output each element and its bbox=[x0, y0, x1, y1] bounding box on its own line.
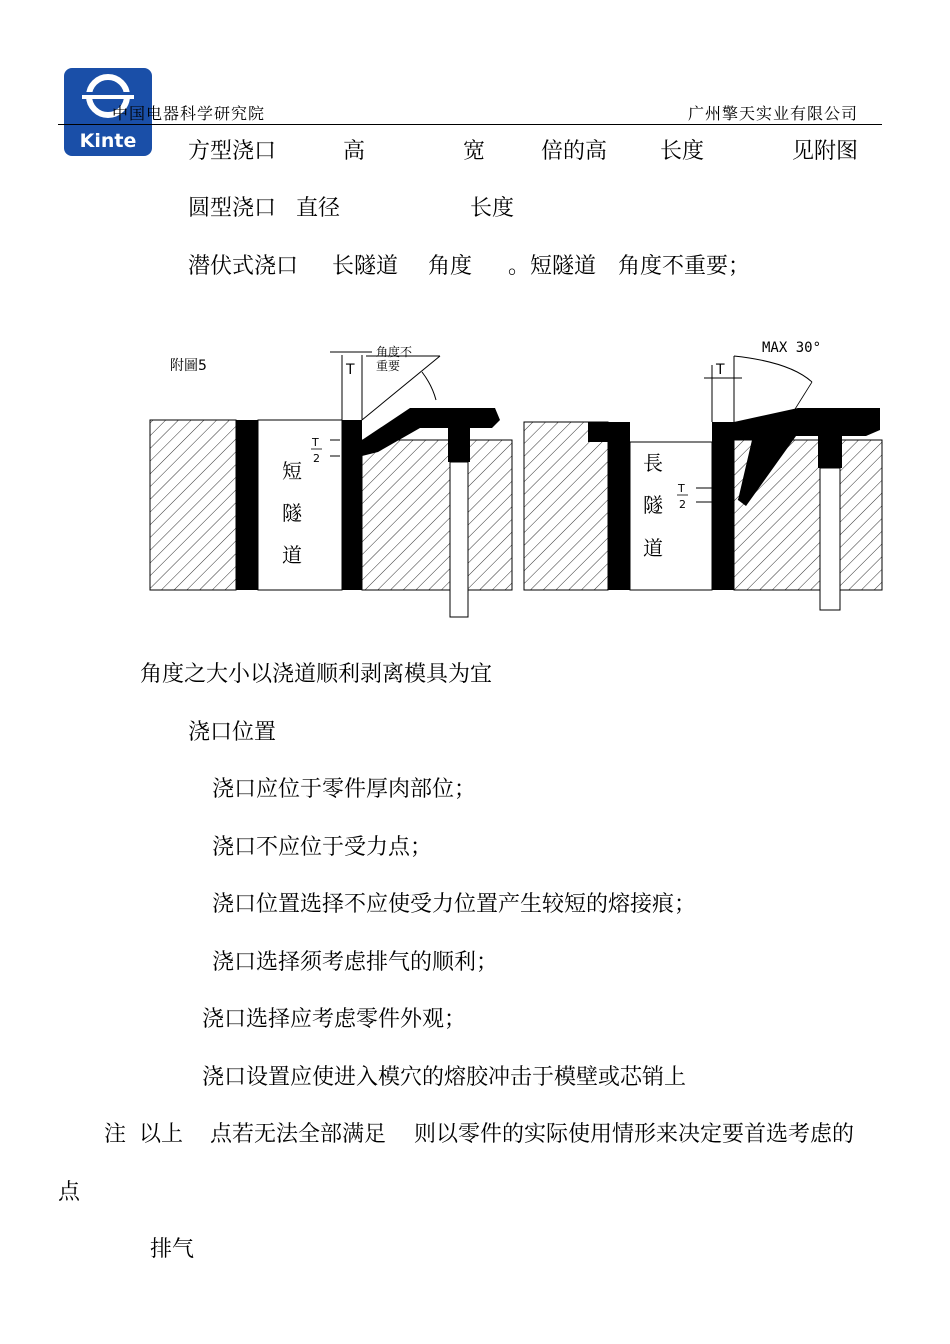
max-angle-label: MAX 30° bbox=[762, 340, 822, 356]
line3-submarine-gate: 潜伏式浇口 bbox=[188, 254, 299, 279]
logo-text: Kinte bbox=[79, 130, 137, 152]
line3-angle-not-important: 角度不重要； bbox=[618, 254, 751, 279]
line2-diameter: 直径 bbox=[296, 196, 341, 221]
header-left-org: 中国电器科学研究院 bbox=[112, 104, 266, 123]
right-half-num: T bbox=[678, 482, 685, 495]
line1-height: 高 bbox=[343, 139, 366, 164]
left-half-den: 2 bbox=[313, 452, 320, 465]
left-note-2: 重要 bbox=[376, 359, 401, 373]
line3-long-tunnel: 长隧道 bbox=[332, 254, 399, 279]
note-label: 注 bbox=[104, 1122, 127, 1147]
item-appearance: 浇口选择应考虑零件外观； bbox=[202, 1007, 467, 1032]
line1-see-figure: 见附图 bbox=[792, 139, 859, 164]
item-venting: 浇口选择须考虑排气的顺利； bbox=[212, 950, 499, 975]
left-note-1: 角度不 bbox=[376, 345, 413, 359]
header-right-org: 广州擎天实业有限公司 bbox=[688, 104, 859, 123]
short-tunnel-diagram bbox=[150, 352, 512, 617]
right-tunnel-char-3: 道 bbox=[643, 536, 663, 560]
item-weld-line: 浇口位置选择不应使受力位置产生较短的熔接痕； bbox=[212, 892, 697, 917]
line1-length: 长度 bbox=[660, 139, 705, 164]
line1-square-gate: 方型浇口 bbox=[188, 139, 277, 164]
header-rule bbox=[58, 124, 882, 125]
left-tunnel-char-1: 短 bbox=[282, 459, 302, 483]
figure-label: 附圖5 bbox=[170, 358, 207, 374]
right-half-den: 2 bbox=[679, 498, 686, 511]
left-half-num: T bbox=[312, 436, 319, 449]
line3-short-tunnel: 。短隧道 bbox=[508, 254, 597, 279]
heading-gate-location: 浇口位置 bbox=[188, 720, 277, 745]
line1-times-height: 倍的高 bbox=[541, 139, 608, 164]
item-thick-section: 浇口应位于零件厚肉部位； bbox=[212, 777, 477, 802]
submarine-gate-figure bbox=[0, 330, 950, 630]
line1-width: 宽 bbox=[463, 139, 486, 164]
left-tunnel-char-2: 隧 bbox=[282, 501, 302, 525]
note-above: 以上 bbox=[139, 1122, 184, 1147]
item-melt-impact: 浇口设置应使进入模穴的熔胶冲击于模壁或芯销上 bbox=[202, 1065, 687, 1090]
note-decide: 则以零件的实际使用情形来决定要首选考虑的 bbox=[414, 1122, 855, 1147]
note-points: 点 bbox=[58, 1180, 81, 1205]
heading-venting: 排气 bbox=[150, 1237, 195, 1262]
line2-round-gate: 圆型浇口 bbox=[188, 196, 277, 221]
right-tunnel-char-2: 隧 bbox=[643, 493, 663, 517]
left-t-label: T bbox=[346, 362, 355, 378]
left-tunnel-char-3: 道 bbox=[282, 543, 302, 567]
para-angle-size: 角度之大小以浇道顺利剥离模具为宜 bbox=[140, 662, 493, 687]
line2-length: 长度 bbox=[470, 196, 515, 221]
right-t-label: T bbox=[716, 362, 725, 378]
line3-angle: 角度 bbox=[428, 254, 473, 279]
item-not-stress-point: 浇口不应位于受力点； bbox=[212, 835, 433, 860]
long-tunnel-diagram bbox=[524, 356, 882, 610]
note-cannot-satisfy: 点若无法全部满足 bbox=[210, 1122, 387, 1147]
right-tunnel-char-1: 長 bbox=[643, 451, 663, 475]
